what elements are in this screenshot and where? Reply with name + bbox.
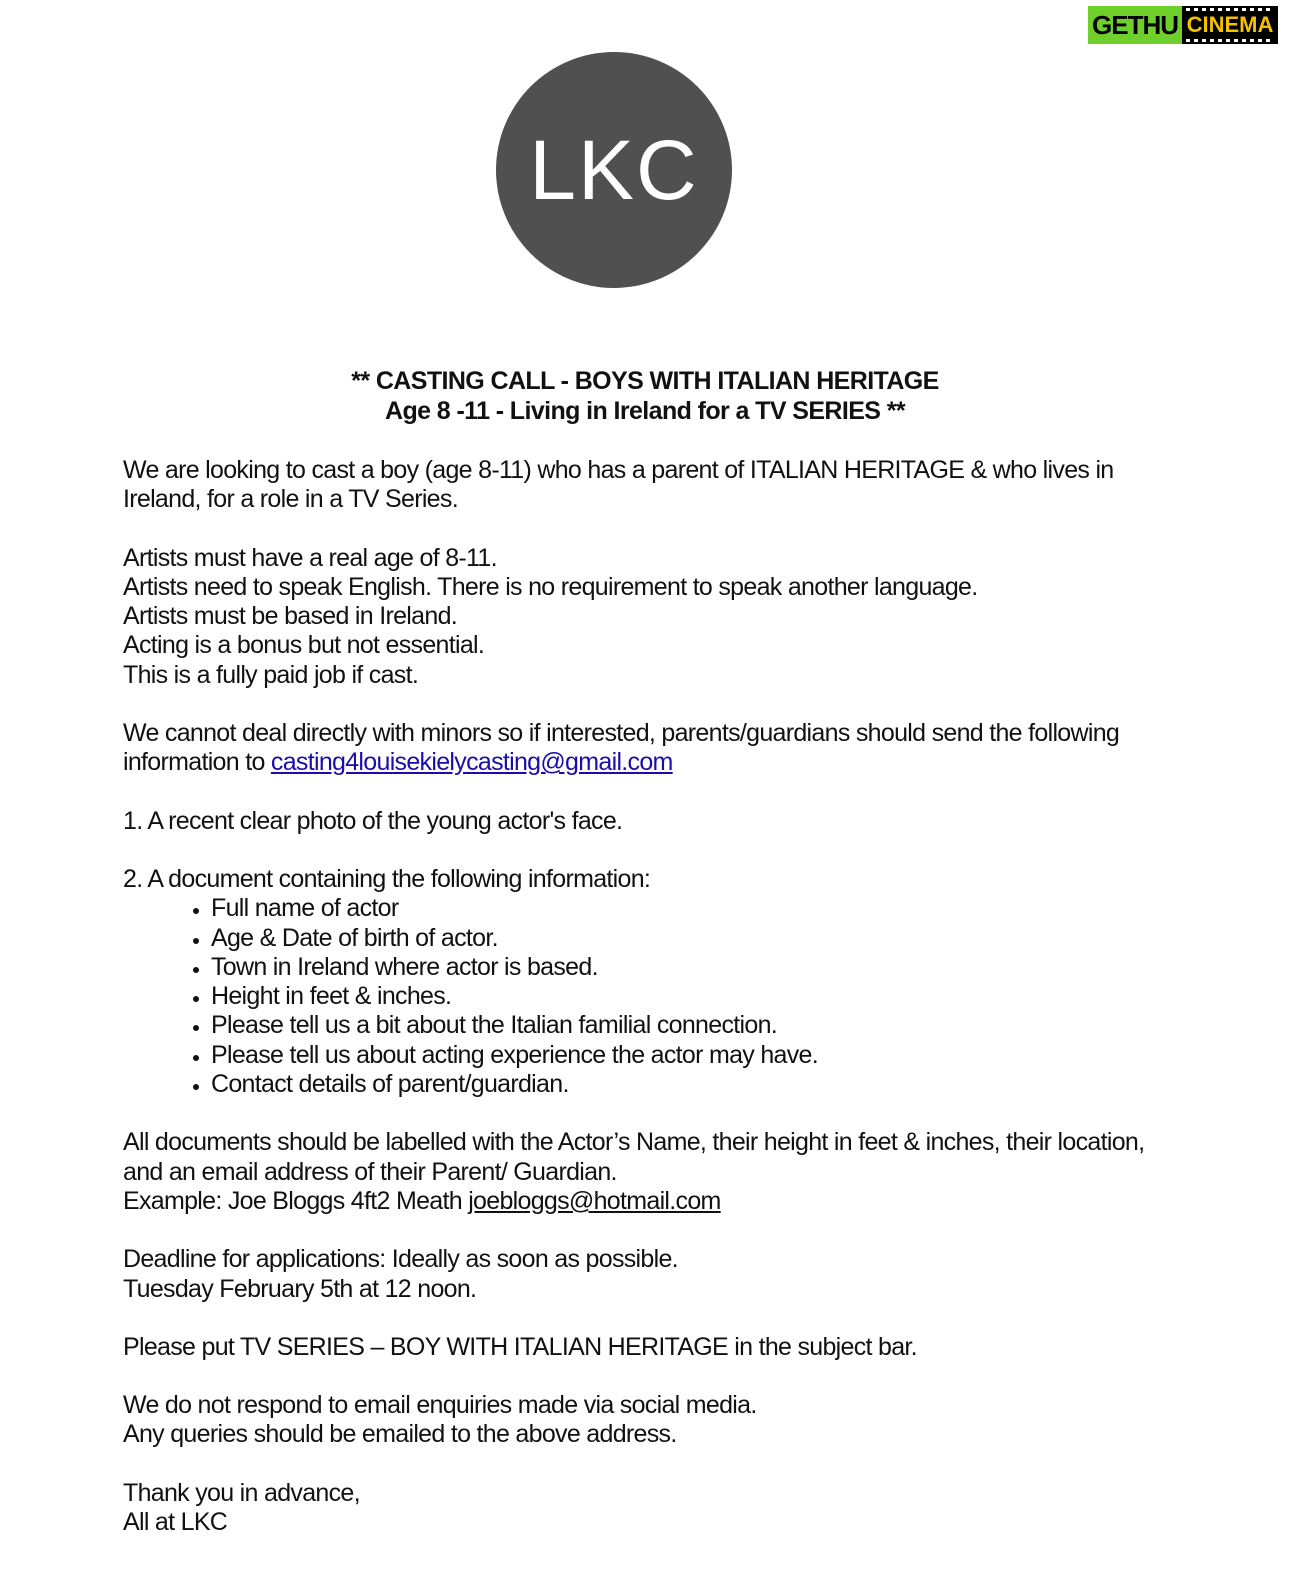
- watermark-logo: [1088, 6, 1278, 44]
- list-item: • Full name of actor: [211, 894, 1173, 923]
- requirement-line: This is a fully paid job if cast.: [123, 660, 419, 689]
- step-1: 1. A recent clear photo of the young actor's face.: [123, 806, 623, 835]
- watermark-text-right: CINEMA: [1182, 6, 1278, 44]
- watermark-text-left: GETHU: [1088, 6, 1182, 44]
- list-item: • Please tell us a bit about the Italian familial connection.: [211, 1011, 1173, 1040]
- contact-text: We cannot deal directly with minors so if interested, parents/guardians should send the following information to: [123, 719, 1120, 777]
- list-item: • Please tell us about acting experience the actor may have.: [211, 1041, 1173, 1070]
- signoff-line-2: All at LKC: [123, 1508, 228, 1537]
- contact-paragraph: [123, 719, 1173, 778]
- signoff-line-1: Thank you in advance,: [123, 1478, 360, 1507]
- headline: [0, 366, 1290, 426]
- social-paragraph: [123, 1391, 1173, 1450]
- requirements-block: [123, 544, 1173, 690]
- intro-paragraph: We are looking to cast a boy (age 8-11) who has a parent of ITALIAN HERITAGE & who lives in Ireland, for a role in a TV Series.: [123, 456, 1114, 514]
- list-item: • Contact details of parent/guardian.: [211, 1070, 1173, 1099]
- logo-text: LKC: [529, 122, 699, 217]
- step-2: [123, 865, 1173, 1099]
- requirement-line: Artists need to speak English. There is no requirement to speak another language.: [123, 572, 978, 601]
- subject-paragraph: Please put TV SERIES – BOY WITH ITALIAN HERITAGE in the subject bar.: [123, 1332, 917, 1361]
- signoff: [123, 1479, 1173, 1538]
- lkc-logo: [496, 52, 732, 288]
- headline-line-1: ** CASTING CALL - BOYS WITH ITALIAN HERITAGE: [351, 367, 939, 395]
- contact-email-link[interactable]: casting4louisekielycasting@gmail.com: [270, 748, 673, 777]
- list-item: • Town in Ireland where actor is based.: [211, 953, 1173, 982]
- list-item: • Age & Date of birth of actor.: [211, 924, 1173, 953]
- requirement-line: Artists must be based in Ireland.: [123, 602, 458, 631]
- example-email-link[interactable]: joebloggs@hotmail.com: [468, 1186, 721, 1215]
- deadline-line-2: Tuesday February 5th at 12 noon.: [123, 1274, 477, 1303]
- deadline-line-1: Deadline for applications: Ideally as soon as possible.: [123, 1245, 678, 1274]
- deadline-paragraph: [123, 1245, 1173, 1304]
- social-line-1: We do not respond to email enquiries made via social media.: [123, 1391, 757, 1420]
- headline-line-2: Age 8 -11 - Living in Ireland for a TV SERIES **: [385, 397, 905, 425]
- social-line-2: Any queries should be emailed to the above address.: [123, 1420, 677, 1449]
- step-2-intro: 2. A document containing the following information:: [123, 864, 651, 893]
- example-text: Example: Joe Bloggs 4ft2 Meath: [123, 1186, 462, 1215]
- requirement-line: Artists must have a real age of 8-11.: [123, 543, 497, 572]
- info-list: [123, 894, 1173, 1099]
- list-item: • Height in feet & inches.: [211, 982, 1173, 1011]
- requirement-line: Acting is a bonus but not essential.: [123, 631, 485, 660]
- labelling-text: All documents should be labelled with the Actor’s Name, their height in feet & inches, their location, and an email address of their Parent/ Guardian.: [123, 1128, 1145, 1186]
- labelling-paragraph: [123, 1128, 1173, 1216]
- document-body: [123, 456, 1173, 1566]
